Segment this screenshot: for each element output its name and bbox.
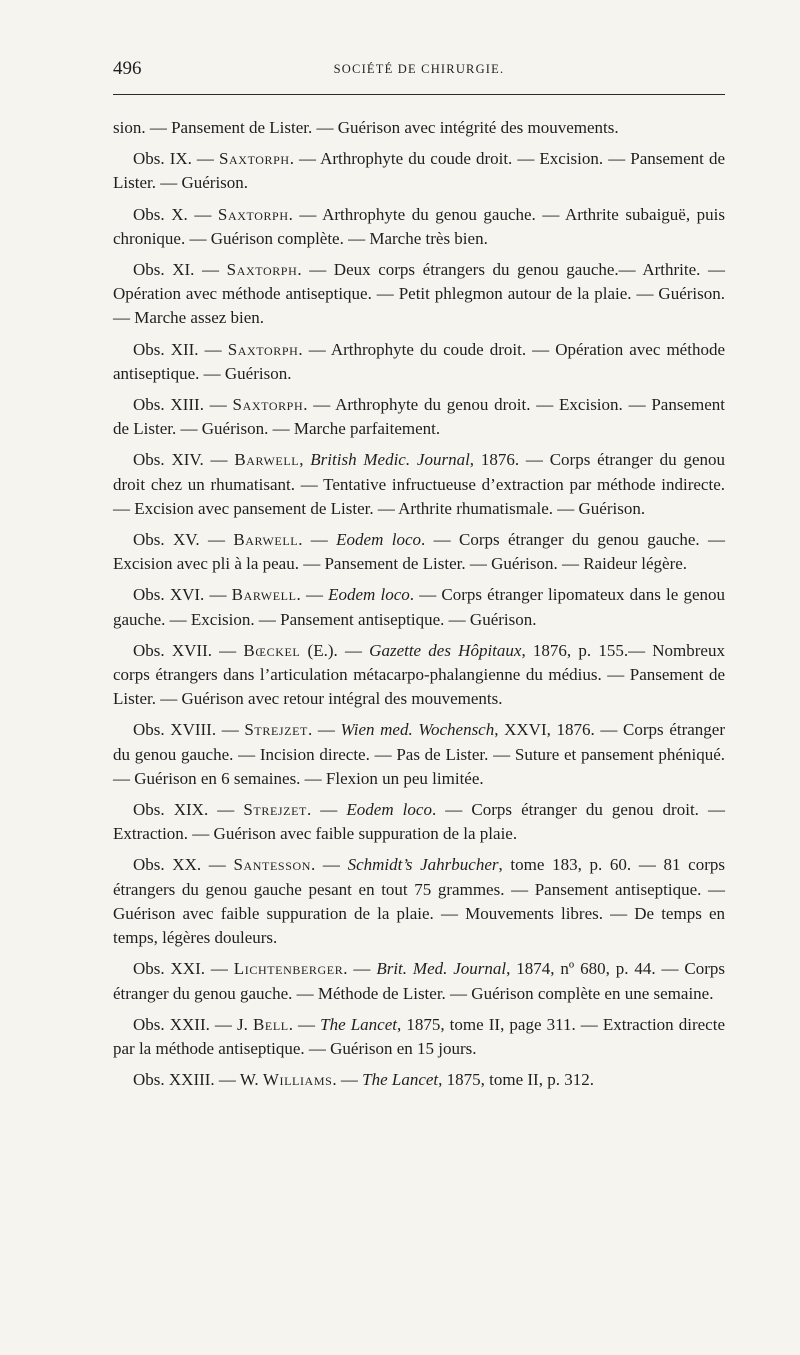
author-name: Strejzet <box>244 720 308 740</box>
author-name: Santesson <box>233 855 311 875</box>
text-run: , <box>299 450 311 470</box>
author-name: Lichtenberger <box>233 959 344 979</box>
observation-paragraph <box>113 258 725 331</box>
document-body <box>113 116 725 1099</box>
text-run: Obs. XX. — <box>133 855 234 875</box>
text-run: . — <box>306 800 347 820</box>
text-run: . — <box>332 1070 363 1090</box>
author-name: Saxtorph <box>217 204 289 224</box>
text-run: . — <box>298 530 337 550</box>
text-run: . — Corps étranger du genou gauche. — Excision avec pli à la peau. — Pansement de Lister. — Guérison. — Raideur légère. <box>113 530 725 574</box>
text-run: . — <box>288 1014 321 1034</box>
text-run: Obs. XVIII. — <box>133 720 245 740</box>
text-run: , XXVI, 1876. — Corps étranger du genou gauche. — Incision directe. — Pas de Lister. — Suture et pansement phéniqué. — Guérison en 6 semaines. — Flexion un peu limitée. <box>113 720 726 788</box>
text-run: sion. — Pansement de Lister. — Guérison avec intégrité des mouvements. <box>113 118 619 137</box>
observation-paragraph <box>113 338 725 386</box>
text-run: . — Corps étranger du genou droit. — Extraction. — Guérison avec faible suppuration de la plaie. <box>113 800 726 844</box>
text-run: Obs. XVI. — <box>133 585 232 605</box>
text-run: Obs. XV. — <box>133 530 234 550</box>
source-title: The Lancet <box>362 1070 439 1090</box>
source-title: Eodem loco <box>346 800 432 820</box>
text-run: . — <box>307 720 341 740</box>
observation-paragraph <box>113 393 725 441</box>
observation-paragraph <box>113 1068 725 1092</box>
paragraph-continuation <box>113 116 725 140</box>
observation-paragraph <box>113 718 725 791</box>
text-run: , tome 183, p. 60. — 81 corps étrangers du genou gauche pesant en tout 75 grammes. — Pansement antiseptique. — Guérison avec faible suppuration de la plaie. — Mouvements libres. — De temps en temps, légères douleurs. <box>113 855 726 948</box>
text-run: . — <box>311 855 348 875</box>
observation-paragraph <box>113 147 725 195</box>
author-name: Barwell <box>233 530 299 550</box>
document-page <box>113 58 726 1090</box>
observation-paragraph <box>113 957 725 1005</box>
source-title: Wien med. Wochensch <box>340 720 495 740</box>
header-rule <box>113 94 725 95</box>
text-run: . — Deux corps étrangers du genou gauche.— Arthrite. — Opération avec méthode antiseptique. — Petit phlegmon autour de la plaie. — Guérison. — Marche assez bien. <box>113 260 725 328</box>
text-run: . — Arthrophyte du genou gauche. — Arthrite subaiguë, puis chronique. — Guérison complète. — Marche très bien. <box>113 204 725 248</box>
observation-paragraph <box>113 798 725 846</box>
source-title: British Medic. Journal <box>310 450 470 470</box>
source-title: Brit. Med. Journal <box>376 959 507 979</box>
author-name: Saxtorph <box>226 260 298 280</box>
text-run: Obs. IX. — <box>133 149 219 169</box>
text-run: Obs. XIII. — <box>133 395 233 415</box>
text-run: Obs. XI. — <box>133 260 227 280</box>
source-title: Eodem loco <box>336 530 422 550</box>
text-run: . — <box>296 585 329 605</box>
observation-paragraph <box>113 639 725 712</box>
text-run: Obs. X. — <box>133 204 218 224</box>
observation-paragraph <box>113 448 725 521</box>
text-run: , 1875, tome II, page 311. — Extraction directe par la méthode antiseptique. — Guérison en 15 jours. <box>113 1014 725 1058</box>
text-run: Obs. XVII. — <box>133 640 244 660</box>
text-run: (E.). — <box>300 640 370 660</box>
text-run: , 1874, nº 680, p. 44. — Corps étranger du genou gauche. — Méthode de Lister. — Guérison complète en une semaine. <box>113 959 726 1003</box>
author-name: Saxtorph <box>232 395 304 415</box>
text-run: Obs. XXIII. — W. <box>133 1070 263 1090</box>
author-name: Saxtorph <box>227 339 299 359</box>
source-title: Gazette des Hôpitaux <box>369 640 522 660</box>
source-title: Eodem loco <box>328 585 410 605</box>
author-name: Bœckel <box>243 640 301 660</box>
text-run: . — Arthrophyte du coude droit. — Opération avec méthode antiseptique. — Guérison. <box>113 339 725 383</box>
text-run: . — <box>343 959 377 979</box>
author-name: Barwell <box>234 450 300 470</box>
author-name: Williams <box>262 1070 333 1090</box>
observation-paragraph <box>113 203 725 251</box>
running-title: SOCIÉTÉ DE CHIRURGIE. <box>333 62 505 76</box>
text-run: . — Arthrophyte du genou droit. — Excision. — Pansement de Lister. — Guérison. — Marche parfaitement. <box>113 395 726 439</box>
page-header <box>113 58 725 88</box>
observation-paragraph <box>113 1013 725 1061</box>
text-run: , 1876. — Corps étranger du genou droit chez un rhumatisant. — Tentative infructueuse d’extraction par méthode indirecte. — Excision avec pansement de Lister. — Arthrite rhumatismale. — Guérison. <box>113 450 725 518</box>
text-run: , 1876, p. 155.— Nombreux corps étrangers dans l’articulation métacarpo-phalangienne du médius. — Pansement de Lister. — Guérison avec retour intégral des mouvements. <box>113 640 725 709</box>
text-run: . — Corps étranger lipomateux dans le genou gauche. — Excision. — Pansement antiseptique. — Guérison. <box>113 585 726 629</box>
observation-paragraph <box>113 528 725 576</box>
text-run: . — Arthrophyte du coude droit. — Excision. — Pansement de Lister. — Guérison. <box>113 149 725 193</box>
author-name: Barwell <box>231 585 297 605</box>
source-title: The Lancet <box>320 1014 397 1034</box>
page-number: 496 <box>113 58 142 79</box>
text-run: Obs. XIX. — <box>133 800 244 820</box>
author-name: Bell <box>252 1014 289 1034</box>
observation-paragraph <box>113 583 725 631</box>
observation-paragraph <box>113 853 725 950</box>
text-run: Obs. XXII. — J. <box>133 1014 253 1034</box>
text-run: Obs. XII. — <box>133 339 228 359</box>
author-name: Strejzet <box>243 800 307 820</box>
source-title: Schmidt’s Jahrbucher <box>347 855 499 875</box>
text-run: Obs. XXI. — <box>133 959 234 979</box>
text-run: Obs. XIV. — <box>133 450 235 470</box>
author-name: Saxtorph <box>218 149 290 169</box>
text-run: , 1875, tome II, p. 312. <box>438 1070 594 1090</box>
